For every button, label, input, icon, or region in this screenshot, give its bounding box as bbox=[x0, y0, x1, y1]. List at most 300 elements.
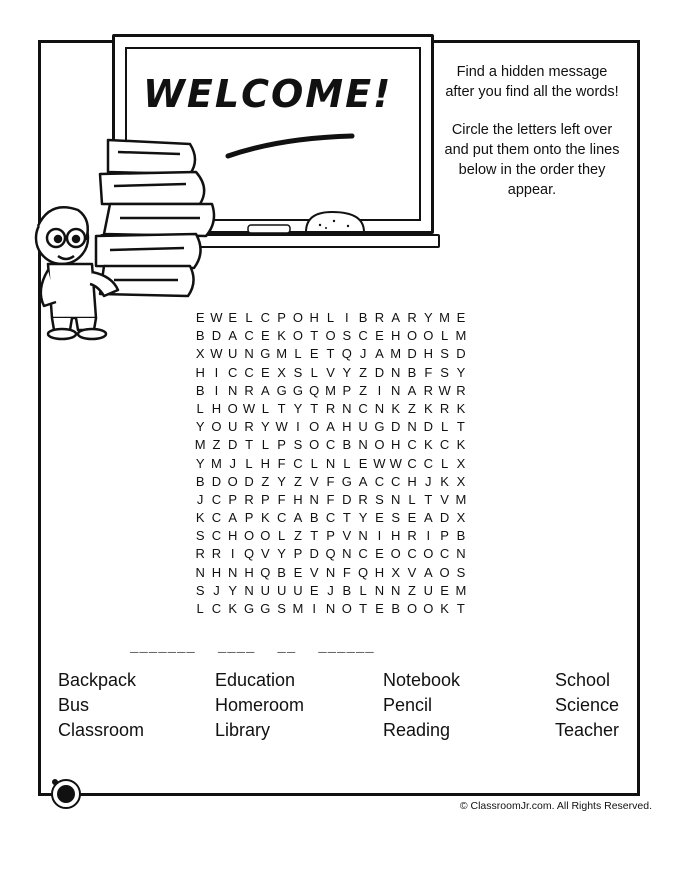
grid-letter[interactable]: N bbox=[325, 601, 336, 616]
grid-letter[interactable]: C bbox=[325, 510, 336, 526]
grid-letter[interactable]: C bbox=[423, 455, 433, 471]
grid-letter[interactable]: U bbox=[293, 582, 303, 598]
grid-letter[interactable]: M bbox=[455, 491, 467, 507]
grid-letter[interactable]: S bbox=[293, 364, 303, 380]
grid-letter[interactable]: Q bbox=[260, 564, 271, 580]
grid-letter[interactable]: E bbox=[293, 564, 303, 580]
blank-word-4: ______ bbox=[318, 640, 375, 656]
grid-letter[interactable]: D bbox=[439, 510, 450, 526]
grid-letter[interactable]: E bbox=[456, 310, 466, 325]
grid-letter[interactable]: B bbox=[309, 510, 319, 526]
grid-letter[interactable]: J bbox=[359, 346, 367, 362]
grid-letter[interactable]: R bbox=[423, 382, 433, 398]
grid-letter[interactable]: E bbox=[407, 510, 417, 526]
grid-letter[interactable]: V bbox=[309, 473, 319, 489]
grid-letter[interactable]: N bbox=[195, 564, 205, 580]
grid-letter[interactable]: S bbox=[375, 491, 384, 507]
grid-letter[interactable]: R bbox=[195, 546, 205, 562]
grid-letter[interactable]: D bbox=[211, 328, 222, 344]
grid-letter[interactable]: O bbox=[341, 601, 352, 616]
grid-letter[interactable]: B bbox=[195, 382, 205, 398]
grid-letter[interactable]: A bbox=[293, 510, 303, 526]
grid-letter[interactable]: O bbox=[243, 528, 255, 544]
grid-letter[interactable]: L bbox=[359, 582, 367, 598]
grid-letter[interactable]: K bbox=[261, 510, 270, 526]
grid-letter[interactable]: Y bbox=[277, 546, 286, 562]
grid-letter[interactable]: W bbox=[275, 419, 288, 435]
grid-letter[interactable]: P bbox=[261, 491, 270, 507]
grid-letter[interactable]: O bbox=[309, 419, 320, 435]
grid-letter[interactable]: A bbox=[326, 419, 335, 435]
grid-letter[interactable]: M bbox=[194, 437, 206, 453]
grid-letter[interactable]: O bbox=[260, 528, 271, 544]
grid-letter[interactable]: I bbox=[296, 419, 300, 435]
grid-letter[interactable]: L bbox=[408, 491, 416, 507]
grid-letter[interactable]: Y bbox=[456, 364, 466, 380]
grid-letter[interactable]: L bbox=[326, 310, 335, 325]
grid-letter[interactable]: W bbox=[389, 455, 402, 471]
grid-letter[interactable]: N bbox=[374, 400, 385, 416]
grid-letter[interactable]: Q bbox=[309, 382, 320, 398]
grid-letter[interactable]: G bbox=[260, 346, 271, 362]
grid-letter[interactable]: H bbox=[293, 491, 303, 507]
grid-letter[interactable]: F bbox=[277, 491, 286, 507]
grid-letter[interactable]: R bbox=[244, 419, 254, 435]
grid-letter[interactable]: S bbox=[440, 364, 449, 380]
grid-letter[interactable]: R bbox=[407, 310, 417, 325]
grid-letter[interactable]: F bbox=[424, 364, 433, 380]
grid-letter[interactable]: Y bbox=[195, 419, 205, 435]
grid-letter[interactable]: M bbox=[325, 382, 336, 398]
grid-letter[interactable]: N bbox=[358, 437, 368, 453]
grid-letter[interactable]: X bbox=[456, 473, 466, 489]
grid-letter[interactable]: Z bbox=[359, 382, 368, 398]
grid-letter[interactable]: K bbox=[195, 510, 205, 526]
grid-letter[interactable]: C bbox=[244, 364, 254, 380]
grid-letter[interactable]: N bbox=[391, 382, 401, 398]
grid-letter[interactable]: R bbox=[407, 528, 417, 544]
grid-letter[interactable]: H bbox=[391, 437, 401, 453]
grid-letter[interactable]: C bbox=[358, 328, 368, 344]
grid-letter[interactable]: X bbox=[456, 510, 466, 526]
grid-letter[interactable]: E bbox=[309, 346, 319, 362]
grid-letter[interactable]: H bbox=[391, 528, 401, 544]
grid-letter[interactable]: G bbox=[243, 601, 255, 616]
grid-letter[interactable]: A bbox=[391, 310, 401, 325]
grid-letter[interactable]: B bbox=[407, 364, 417, 380]
grid-letter[interactable]: O bbox=[227, 473, 238, 489]
grid-letter[interactable]: O bbox=[423, 546, 434, 562]
grid-letter[interactable]: O bbox=[423, 601, 434, 616]
blank-word-3: __ bbox=[277, 640, 297, 656]
word-item: Classroom bbox=[58, 720, 145, 740]
grid-letter[interactable]: A bbox=[228, 328, 238, 344]
grid-letter[interactable]: C bbox=[211, 510, 222, 526]
grid-letter[interactable]: R bbox=[244, 491, 254, 507]
grid-row bbox=[192, 582, 492, 600]
grid-letter[interactable]: T bbox=[456, 419, 465, 435]
grid-letter[interactable]: H bbox=[423, 346, 433, 362]
grid-letter[interactable]: Z bbox=[293, 528, 302, 544]
grid-letter[interactable]: H bbox=[195, 364, 205, 380]
grid-letter[interactable]: F bbox=[277, 455, 286, 471]
grid-letter[interactable]: D bbox=[374, 364, 385, 380]
grid-letter[interactable]: Z bbox=[359, 364, 368, 380]
grid-letter[interactable]: R bbox=[244, 382, 254, 398]
grid-letter[interactable]: T bbox=[245, 437, 254, 453]
grid-letter[interactable]: O bbox=[325, 328, 336, 344]
grid-letter[interactable]: Y bbox=[293, 400, 303, 416]
grid-letter[interactable]: U bbox=[228, 419, 238, 435]
grid-letter[interactable]: Z bbox=[408, 582, 416, 598]
grid-letter[interactable]: X bbox=[456, 455, 466, 471]
grid-letter[interactable]: V bbox=[342, 528, 352, 544]
grid-letter[interactable]: E bbox=[375, 510, 384, 526]
grid-letter[interactable]: P bbox=[277, 310, 286, 325]
grid-letter[interactable]: S bbox=[195, 528, 205, 544]
grid-letter[interactable]: M bbox=[211, 455, 222, 471]
grid-letter[interactable]: C bbox=[228, 364, 238, 380]
grid-letter[interactable]: B bbox=[195, 328, 205, 344]
grid-letter[interactable]: J bbox=[229, 455, 236, 471]
grid-letter[interactable]: T bbox=[326, 346, 335, 362]
grid-letter[interactable]: Y bbox=[358, 510, 368, 526]
grid-letter[interactable]: C bbox=[407, 437, 417, 453]
grid-letter[interactable]: Y bbox=[423, 310, 433, 325]
grid-letter[interactable]: A bbox=[261, 382, 270, 398]
grid-letter[interactable]: R bbox=[325, 400, 336, 416]
grid-letter[interactable]: P bbox=[440, 528, 449, 544]
grid-letter[interactable]: D bbox=[456, 346, 466, 362]
grid-letter[interactable]: M bbox=[276, 346, 288, 362]
grid-letter[interactable]: H bbox=[211, 400, 222, 416]
grid-letter[interactable]: S bbox=[195, 582, 205, 598]
grid-letter[interactable]: F bbox=[342, 564, 351, 580]
grid-letter[interactable]: Z bbox=[293, 473, 302, 489]
grid-letter[interactable]: L bbox=[440, 419, 449, 435]
grid-letter[interactable]: A bbox=[423, 510, 433, 526]
grid-letter[interactable]: R bbox=[374, 310, 385, 325]
grid-letter[interactable]: N bbox=[342, 400, 352, 416]
grid-row bbox=[192, 509, 492, 527]
grid-letter[interactable]: S bbox=[391, 510, 401, 526]
grid-letter[interactable]: Q bbox=[358, 564, 369, 580]
grid-letter[interactable]: L bbox=[278, 528, 286, 544]
grid-letter[interactable]: W bbox=[438, 382, 451, 398]
grid-letter[interactable]: C bbox=[276, 510, 287, 526]
grid-letter[interactable]: M bbox=[292, 601, 304, 616]
grid-letter[interactable]: P bbox=[293, 546, 303, 562]
grid-letter[interactable]: V bbox=[407, 564, 417, 580]
grid-letter[interactable]: D bbox=[211, 473, 222, 489]
grid-letter[interactable]: C bbox=[407, 546, 417, 562]
grid-letter[interactable]: J bbox=[196, 491, 204, 507]
grid-letter[interactable]: C bbox=[358, 400, 368, 416]
grid-letter[interactable]: S bbox=[342, 328, 352, 344]
grid-letter[interactable]: C bbox=[325, 437, 336, 453]
grid-letter[interactable]: C bbox=[244, 328, 254, 344]
grid-letter[interactable]: A bbox=[358, 473, 368, 489]
grid-letter[interactable]: O bbox=[211, 419, 222, 435]
grid-letter[interactable]: C bbox=[211, 491, 222, 507]
grid-letter[interactable]: U bbox=[260, 582, 271, 598]
grid-letter[interactable]: P bbox=[277, 437, 286, 453]
blank-word-2: ____ bbox=[217, 640, 256, 656]
grid-letter[interactable]: V bbox=[440, 491, 449, 507]
grid-letter[interactable]: B bbox=[195, 473, 205, 489]
grid-letter[interactable]: O bbox=[406, 328, 418, 344]
grid-letter[interactable]: L bbox=[245, 310, 253, 325]
grid-letter[interactable]: C bbox=[211, 601, 222, 616]
grid-letter[interactable]: I bbox=[426, 528, 431, 544]
grid-letter[interactable]: X bbox=[277, 364, 286, 380]
grid-letter[interactable]: G bbox=[374, 419, 385, 435]
grid-letter[interactable]: H bbox=[260, 455, 271, 471]
grid-letter[interactable]: T bbox=[310, 400, 319, 416]
grid-letter[interactable]: E bbox=[375, 601, 384, 616]
grid-letter[interactable]: L bbox=[245, 455, 253, 471]
grid-letter[interactable]: L bbox=[343, 455, 351, 471]
grid-letter[interactable]: L bbox=[261, 437, 269, 453]
grid-letter[interactable]: B bbox=[342, 582, 352, 598]
grid-letter[interactable]: R bbox=[439, 400, 450, 416]
grid-letter[interactable]: L bbox=[261, 400, 269, 416]
grid-letter[interactable]: H bbox=[342, 419, 352, 435]
grid-letter[interactable]: O bbox=[309, 437, 320, 453]
grid-letter[interactable]: S bbox=[293, 437, 303, 453]
grid-letter[interactable]: O bbox=[227, 400, 238, 416]
grid-letter[interactable]: K bbox=[423, 400, 433, 416]
grid-letter[interactable]: I bbox=[312, 601, 317, 616]
grid-letter[interactable]: O bbox=[390, 546, 401, 562]
grid-letter[interactable]: W bbox=[373, 455, 386, 471]
grid-letter[interactable]: H bbox=[244, 564, 254, 580]
grid-letter[interactable]: A bbox=[228, 510, 238, 526]
grid-letter[interactable]: E bbox=[195, 310, 205, 325]
grid-letter[interactable]: I bbox=[214, 382, 219, 398]
grid-letter[interactable]: H bbox=[228, 528, 238, 544]
grid-letter[interactable]: K bbox=[456, 437, 466, 453]
word-search-grid bbox=[192, 309, 492, 618]
grid-letter[interactable]: E bbox=[440, 582, 449, 598]
grid-letter[interactable]: S bbox=[277, 601, 286, 616]
grid-letter[interactable]: D bbox=[391, 419, 401, 435]
grid-letter[interactable]: E bbox=[309, 582, 319, 598]
grid-letter[interactable]: F bbox=[326, 491, 335, 507]
grid-letter[interactable]: Y bbox=[195, 455, 205, 471]
grid-letter[interactable]: C bbox=[293, 455, 303, 471]
grid-letter[interactable]: N bbox=[391, 364, 401, 380]
grid-letter[interactable]: T bbox=[456, 601, 465, 616]
grid-letter[interactable]: Q bbox=[243, 546, 255, 562]
grid-letter[interactable]: K bbox=[391, 400, 401, 416]
grid-letter[interactable]: G bbox=[260, 601, 271, 616]
grid-row bbox=[192, 400, 492, 418]
grid-letter[interactable]: N bbox=[391, 491, 401, 507]
grid-letter[interactable]: Y bbox=[342, 364, 352, 380]
grid-letter[interactable]: M bbox=[455, 582, 467, 598]
grid-letter[interactable]: N bbox=[244, 346, 254, 362]
grid-letter[interactable]: L bbox=[310, 455, 318, 471]
grid-letter[interactable]: D bbox=[342, 491, 352, 507]
grid-letter[interactable]: Q bbox=[341, 346, 352, 362]
grid-letter[interactable]: U bbox=[358, 419, 368, 435]
grid-letter[interactable]: C bbox=[358, 546, 368, 562]
grid-letter[interactable]: U bbox=[276, 582, 287, 598]
grid-letter[interactable]: S bbox=[456, 564, 466, 580]
grid-letter[interactable]: L bbox=[310, 364, 318, 380]
grid-letter[interactable]: V bbox=[261, 546, 270, 562]
grid-letter[interactable]: B bbox=[456, 528, 466, 544]
grid-letter[interactable]: O bbox=[374, 437, 385, 453]
grid-letter[interactable]: M bbox=[439, 310, 451, 325]
grid-letter[interactable]: G bbox=[341, 473, 352, 489]
grid-letter[interactable]: N bbox=[391, 582, 401, 598]
grid-letter[interactable]: Y bbox=[277, 473, 286, 489]
grid-letter[interactable]: F bbox=[326, 473, 335, 489]
grid-letter[interactable]: O bbox=[439, 564, 450, 580]
grid-letter[interactable]: V bbox=[326, 364, 335, 380]
grid-letter[interactable]: A bbox=[375, 346, 384, 362]
grid-letter[interactable]: I bbox=[345, 310, 349, 325]
grid-letter[interactable]: J bbox=[425, 473, 432, 489]
grid-letter[interactable]: E bbox=[228, 310, 238, 325]
grid-letter[interactable]: C bbox=[439, 437, 450, 453]
grid-letter[interactable]: B bbox=[342, 437, 352, 453]
grid-letter[interactable]: K bbox=[423, 437, 433, 453]
grid-letter[interactable]: N bbox=[228, 382, 238, 398]
grid-letter[interactable]: D bbox=[309, 546, 319, 562]
grid-letter[interactable]: G bbox=[292, 382, 303, 398]
grid-letter[interactable]: E bbox=[261, 328, 270, 344]
grid-letter[interactable]: P bbox=[326, 528, 335, 544]
grid-letter[interactable]: H bbox=[211, 564, 222, 580]
grid-letter[interactable]: N bbox=[407, 419, 417, 435]
grid-letter[interactable]: A bbox=[423, 564, 433, 580]
grid-letter[interactable]: O bbox=[292, 328, 303, 344]
grid-letter[interactable]: I bbox=[377, 528, 382, 544]
grid-letter[interactable]: R bbox=[211, 546, 222, 562]
grid-letter[interactable]: E bbox=[375, 546, 384, 562]
grid-letter[interactable]: N bbox=[228, 564, 238, 580]
grid-letter[interactable]: N bbox=[325, 455, 336, 471]
grid-letter[interactable]: Z bbox=[261, 473, 270, 489]
grid-letter[interactable]: K bbox=[228, 601, 238, 616]
grid-letter[interactable]: P bbox=[244, 510, 254, 526]
grid-letter[interactable]: G bbox=[276, 382, 287, 398]
grid-letter[interactable]: J bbox=[213, 582, 220, 598]
grid-letter[interactable]: H bbox=[391, 328, 401, 344]
grid-letter[interactable]: Q bbox=[325, 546, 336, 562]
grid-letter[interactable]: L bbox=[196, 400, 204, 416]
grid-letter[interactable]: O bbox=[423, 328, 434, 344]
grid-letter[interactable]: N bbox=[325, 564, 336, 580]
grid-letter[interactable]: Y bbox=[261, 419, 270, 435]
grid-letter[interactable]: I bbox=[377, 382, 382, 398]
grid-letter[interactable]: N bbox=[309, 491, 319, 507]
grid-letter[interactable]: Z bbox=[212, 437, 221, 453]
grid-letter[interactable]: N bbox=[374, 582, 385, 598]
grid-letter[interactable]: X bbox=[391, 564, 401, 580]
grid-letter[interactable]: W bbox=[210, 310, 223, 325]
grid-letter[interactable]: H bbox=[309, 310, 319, 325]
grid-letter[interactable]: Y bbox=[228, 582, 238, 598]
grid-letter[interactable]: N bbox=[244, 582, 254, 598]
grid-letter[interactable]: O bbox=[292, 310, 303, 325]
grid-letter[interactable]: T bbox=[310, 328, 319, 344]
grid-letter[interactable]: T bbox=[342, 510, 351, 526]
grid-letter[interactable]: E bbox=[375, 328, 384, 344]
grid-letter[interactable]: K bbox=[456, 400, 466, 416]
grid-letter[interactable]: L bbox=[196, 601, 204, 616]
grid-letter[interactable]: L bbox=[440, 328, 449, 344]
grid-letter[interactable]: K bbox=[440, 473, 449, 489]
word-item: Science bbox=[555, 695, 620, 715]
grid-letter[interactable]: W bbox=[210, 346, 223, 362]
grid-letter[interactable]: J bbox=[327, 582, 334, 598]
grid-letter[interactable]: D bbox=[244, 473, 254, 489]
grid-letter[interactable]: L bbox=[294, 346, 302, 362]
grid-letter[interactable]: B bbox=[391, 601, 401, 616]
grid-letter[interactable]: S bbox=[440, 346, 449, 362]
grid-letter[interactable]: U bbox=[423, 582, 433, 598]
grid-letter[interactable]: C bbox=[260, 310, 271, 325]
grid-letter[interactable]: P bbox=[342, 382, 352, 398]
grid-letter[interactable]: C bbox=[391, 473, 401, 489]
grid-letter[interactable]: R bbox=[456, 382, 466, 398]
grid-letter[interactable]: T bbox=[277, 400, 286, 416]
grid-row bbox=[192, 327, 492, 345]
grid-letter[interactable]: T bbox=[424, 491, 433, 507]
grid-letter[interactable]: D bbox=[423, 419, 433, 435]
grid-letter[interactable]: W bbox=[242, 400, 256, 416]
grid-letter[interactable]: B bbox=[358, 310, 368, 325]
grid-letter[interactable]: L bbox=[440, 455, 449, 471]
grid-letter[interactable]: I bbox=[230, 546, 235, 562]
grid-letter[interactable]: I bbox=[214, 364, 219, 380]
grid-letter[interactable]: T bbox=[359, 601, 368, 616]
grid-letter[interactable]: V bbox=[309, 564, 319, 580]
grid-letter[interactable]: A bbox=[407, 382, 417, 398]
grid-letter[interactable]: N bbox=[342, 546, 352, 562]
grid-letter[interactable]: P bbox=[228, 491, 238, 507]
grid-letter[interactable]: E bbox=[358, 455, 368, 471]
grid-letter[interactable]: D bbox=[228, 437, 238, 453]
grid-letter[interactable]: C bbox=[439, 546, 450, 562]
grid-letter[interactable]: R bbox=[358, 491, 368, 507]
grid-letter[interactable]: K bbox=[440, 601, 449, 616]
grid-letter[interactable]: X bbox=[195, 346, 205, 362]
grid-letter[interactable]: U bbox=[228, 346, 238, 362]
grid-letter[interactable]: T bbox=[310, 528, 319, 544]
grid-letter[interactable]: M bbox=[455, 328, 467, 344]
grid-letter[interactable]: Z bbox=[408, 400, 416, 416]
grid-letter[interactable]: D bbox=[407, 346, 417, 362]
grid-letter[interactable]: E bbox=[261, 364, 270, 380]
grid-letter[interactable]: C bbox=[407, 455, 417, 471]
grid-letter[interactable]: H bbox=[374, 564, 385, 580]
grid-letter[interactable]: N bbox=[358, 528, 368, 544]
grid-letter[interactable]: K bbox=[277, 328, 286, 344]
grid-letter[interactable]: B bbox=[277, 564, 286, 580]
grid-letter[interactable]: H bbox=[407, 473, 417, 489]
grid-letter[interactable]: O bbox=[406, 601, 418, 616]
grid-letter[interactable]: M bbox=[390, 346, 402, 362]
grid-letter[interactable]: C bbox=[374, 473, 385, 489]
grid-letter[interactable]: C bbox=[211, 528, 222, 544]
word-item: Education bbox=[215, 670, 296, 690]
grid-letter[interactable]: N bbox=[456, 546, 466, 562]
